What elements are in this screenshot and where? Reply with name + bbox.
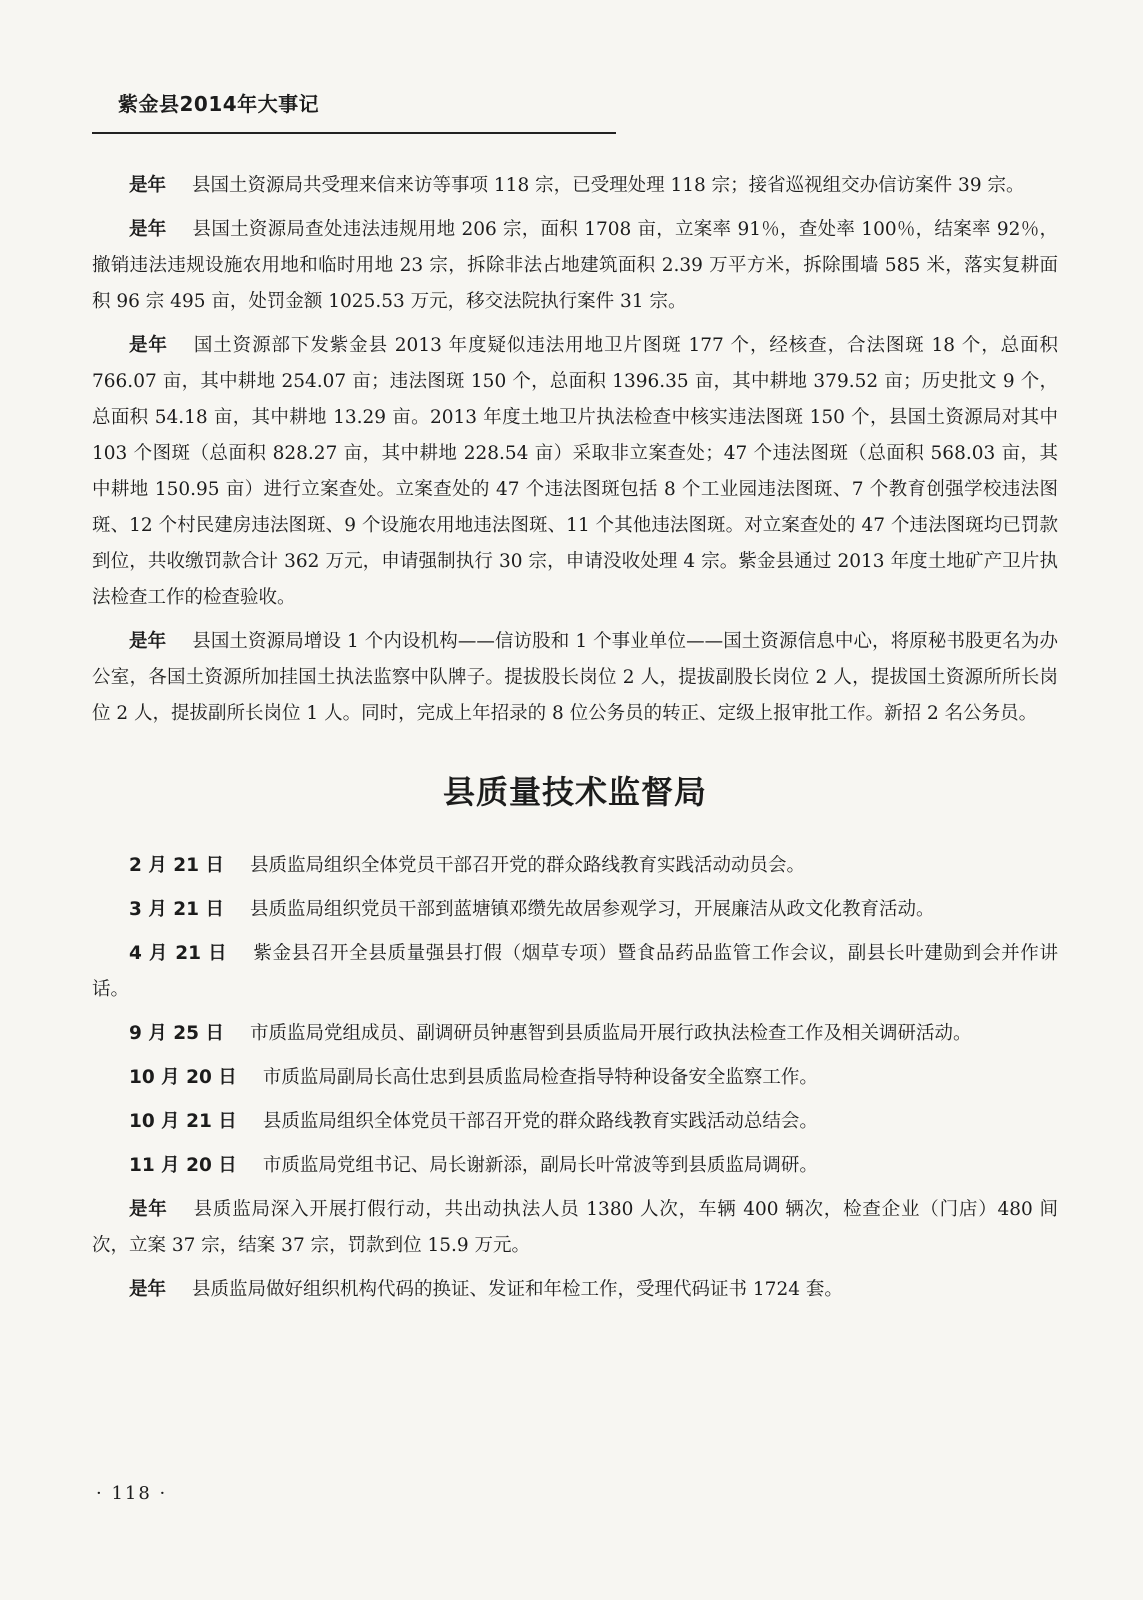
entry xyxy=(92,1272,1058,1308)
entry-date: 11 月 20 日 xyxy=(129,1155,237,1176)
header-rule xyxy=(92,132,616,134)
entry xyxy=(92,1104,1058,1140)
entry-date: 2 月 21 日 xyxy=(129,855,224,876)
entry-label: 是年 xyxy=(129,1199,168,1220)
running-header: 紫金县2014年大事记 xyxy=(118,92,320,116)
entry-text: 县质监局组织全体党员干部召开党的群众路线教育实践活动动员会。 xyxy=(249,855,805,876)
entry xyxy=(92,1060,1058,1096)
page-number: · 118 · xyxy=(96,1483,168,1504)
entry xyxy=(92,892,1058,928)
page-content xyxy=(92,168,1058,1316)
entry xyxy=(92,936,1058,1008)
entry xyxy=(92,212,1058,320)
entry-label: 是年 xyxy=(129,175,167,196)
entry-date: 10 月 21 日 xyxy=(129,1111,237,1132)
entry-text: 县国土资源局查处违法违规用地 206 宗，面积 1708 亩，立案率 91％，查处率 100％，结案率 92％，撤销违法违规设施农用地和临时用地 23 宗，拆除非法占地建筑面积 2.39 万平方米，拆除围墙 585 米，落实复耕面积 96 宗 495 亩，处罚金额 1025.53 万元，移交法院执行案件 31 宗。 xyxy=(92,219,1058,312)
entry xyxy=(92,1148,1058,1184)
entry-label: 是年 xyxy=(129,631,167,652)
entry-text: 市质监局党组成员、副调研员钟惠智到县质监局开展行政执法检查工作及相关调研活动。 xyxy=(249,1023,972,1044)
entry-label: 是年 xyxy=(129,335,168,356)
entry-text: 市质监局党组书记、局长谢新添，副局长叶常波等到县质监局调研。 xyxy=(262,1155,818,1176)
entry xyxy=(92,848,1058,884)
entry-text: 市质监局副局长高仕忠到县质监局检查指导特种设备安全监察工作。 xyxy=(262,1067,818,1088)
entry xyxy=(92,1016,1058,1052)
entry-date: 4 月 21 日 xyxy=(129,943,228,964)
entry xyxy=(92,328,1058,616)
entry-text: 县质监局深入开展打假行动，共出动执法人员 1380 人次，车辆 400 辆次，检查企业（门店）480 间次，立案 37 宗，结案 37 宗，罚款到位 15.9 万元。 xyxy=(92,1199,1058,1256)
entry-text: 县质监局做好组织机构代码的换证、发证和年检工作，受理代码证书 1724 套。 xyxy=(192,1279,843,1300)
entry xyxy=(92,1192,1058,1264)
entry-date: 3 月 21 日 xyxy=(129,899,224,920)
entry-text: 县国土资源局共受理来信来访等事项 118 宗，已受理处理 118 宗；接省巡视组交办信访案件 39 宗。 xyxy=(192,175,1025,196)
entry-text: 县国土资源局增设 1 个内设机构——信访股和 1 个事业单位——国土资源信息中心，将原秘书股更名为办公室，各国土资源所加挂国土执法监察中队牌子。提拔股长岗位 2 人，提拔副股长岗位 2 人，提拔国土资源所所长岗位 2 人，提拔副所长岗位 1 人。同时，完成上年招录的 8 位公务员的转正、定级上报审批工作。新招 2 名公务员。 xyxy=(92,631,1058,724)
entry xyxy=(92,624,1058,732)
entry-text: 国土资源部下发紫金县 2013 年度疑似违法用地卫片图斑 177 个，经核查，合法图斑 18 个，总面积 766.07 亩，其中耕地 254.07 亩；违法图斑 150 个，总面积 1396.35 亩，其中耕地 379.52 亩；历史批文 9 个，总面积 54.18 亩，其中耕地 13.29 亩。2013 年度土地卫片执法检查中核实违法图斑 150 个，县国土资源局对其中 103 个图斑（总面积 828.27 亩，其中耕地 228.54 亩）采取非立案查处；47 个违法图斑（总面积 568.03 亩，其中耕地 150.95 亩）进行立案查处。立案查处的 47 个违法图斑包括 8 个工业园违法图斑、7 个教育创强学校违法图斑、12 个村民建房违法图斑、9 个设施农用地违法图斑、11 个其他违法图斑。对立案查处的 47 个违法图斑均已罚款到位，共收缴罚款合计 362 万元，申请强制执行 30 宗，申请没收处理 4 宗。紫金县通过 2013 年度土地矿产卫片执法检查工作的检查验收。 xyxy=(92,335,1058,608)
entry-text: 县质监局组织全体党员干部召开党的群众路线教育实践活动总结会。 xyxy=(262,1111,818,1132)
entry-date: 9 月 25 日 xyxy=(129,1023,224,1044)
entry xyxy=(92,168,1058,204)
entry-text: 紫金县召开全县质量强县打假（烟草专项）暨食品药品监管工作会议，副县长叶建勋到会并作讲话。 xyxy=(92,943,1058,1000)
entry-label: 是年 xyxy=(129,219,167,240)
entry-date: 10 月 20 日 xyxy=(129,1067,237,1088)
entry-label: 是年 xyxy=(129,1279,167,1300)
section-title: 县质量技术监督局 xyxy=(442,773,707,811)
entry-text: 县质监局组织党员干部到蓝塘镇邓缵先故居参观学习，开展廉洁从政文化教育活动。 xyxy=(249,899,935,920)
